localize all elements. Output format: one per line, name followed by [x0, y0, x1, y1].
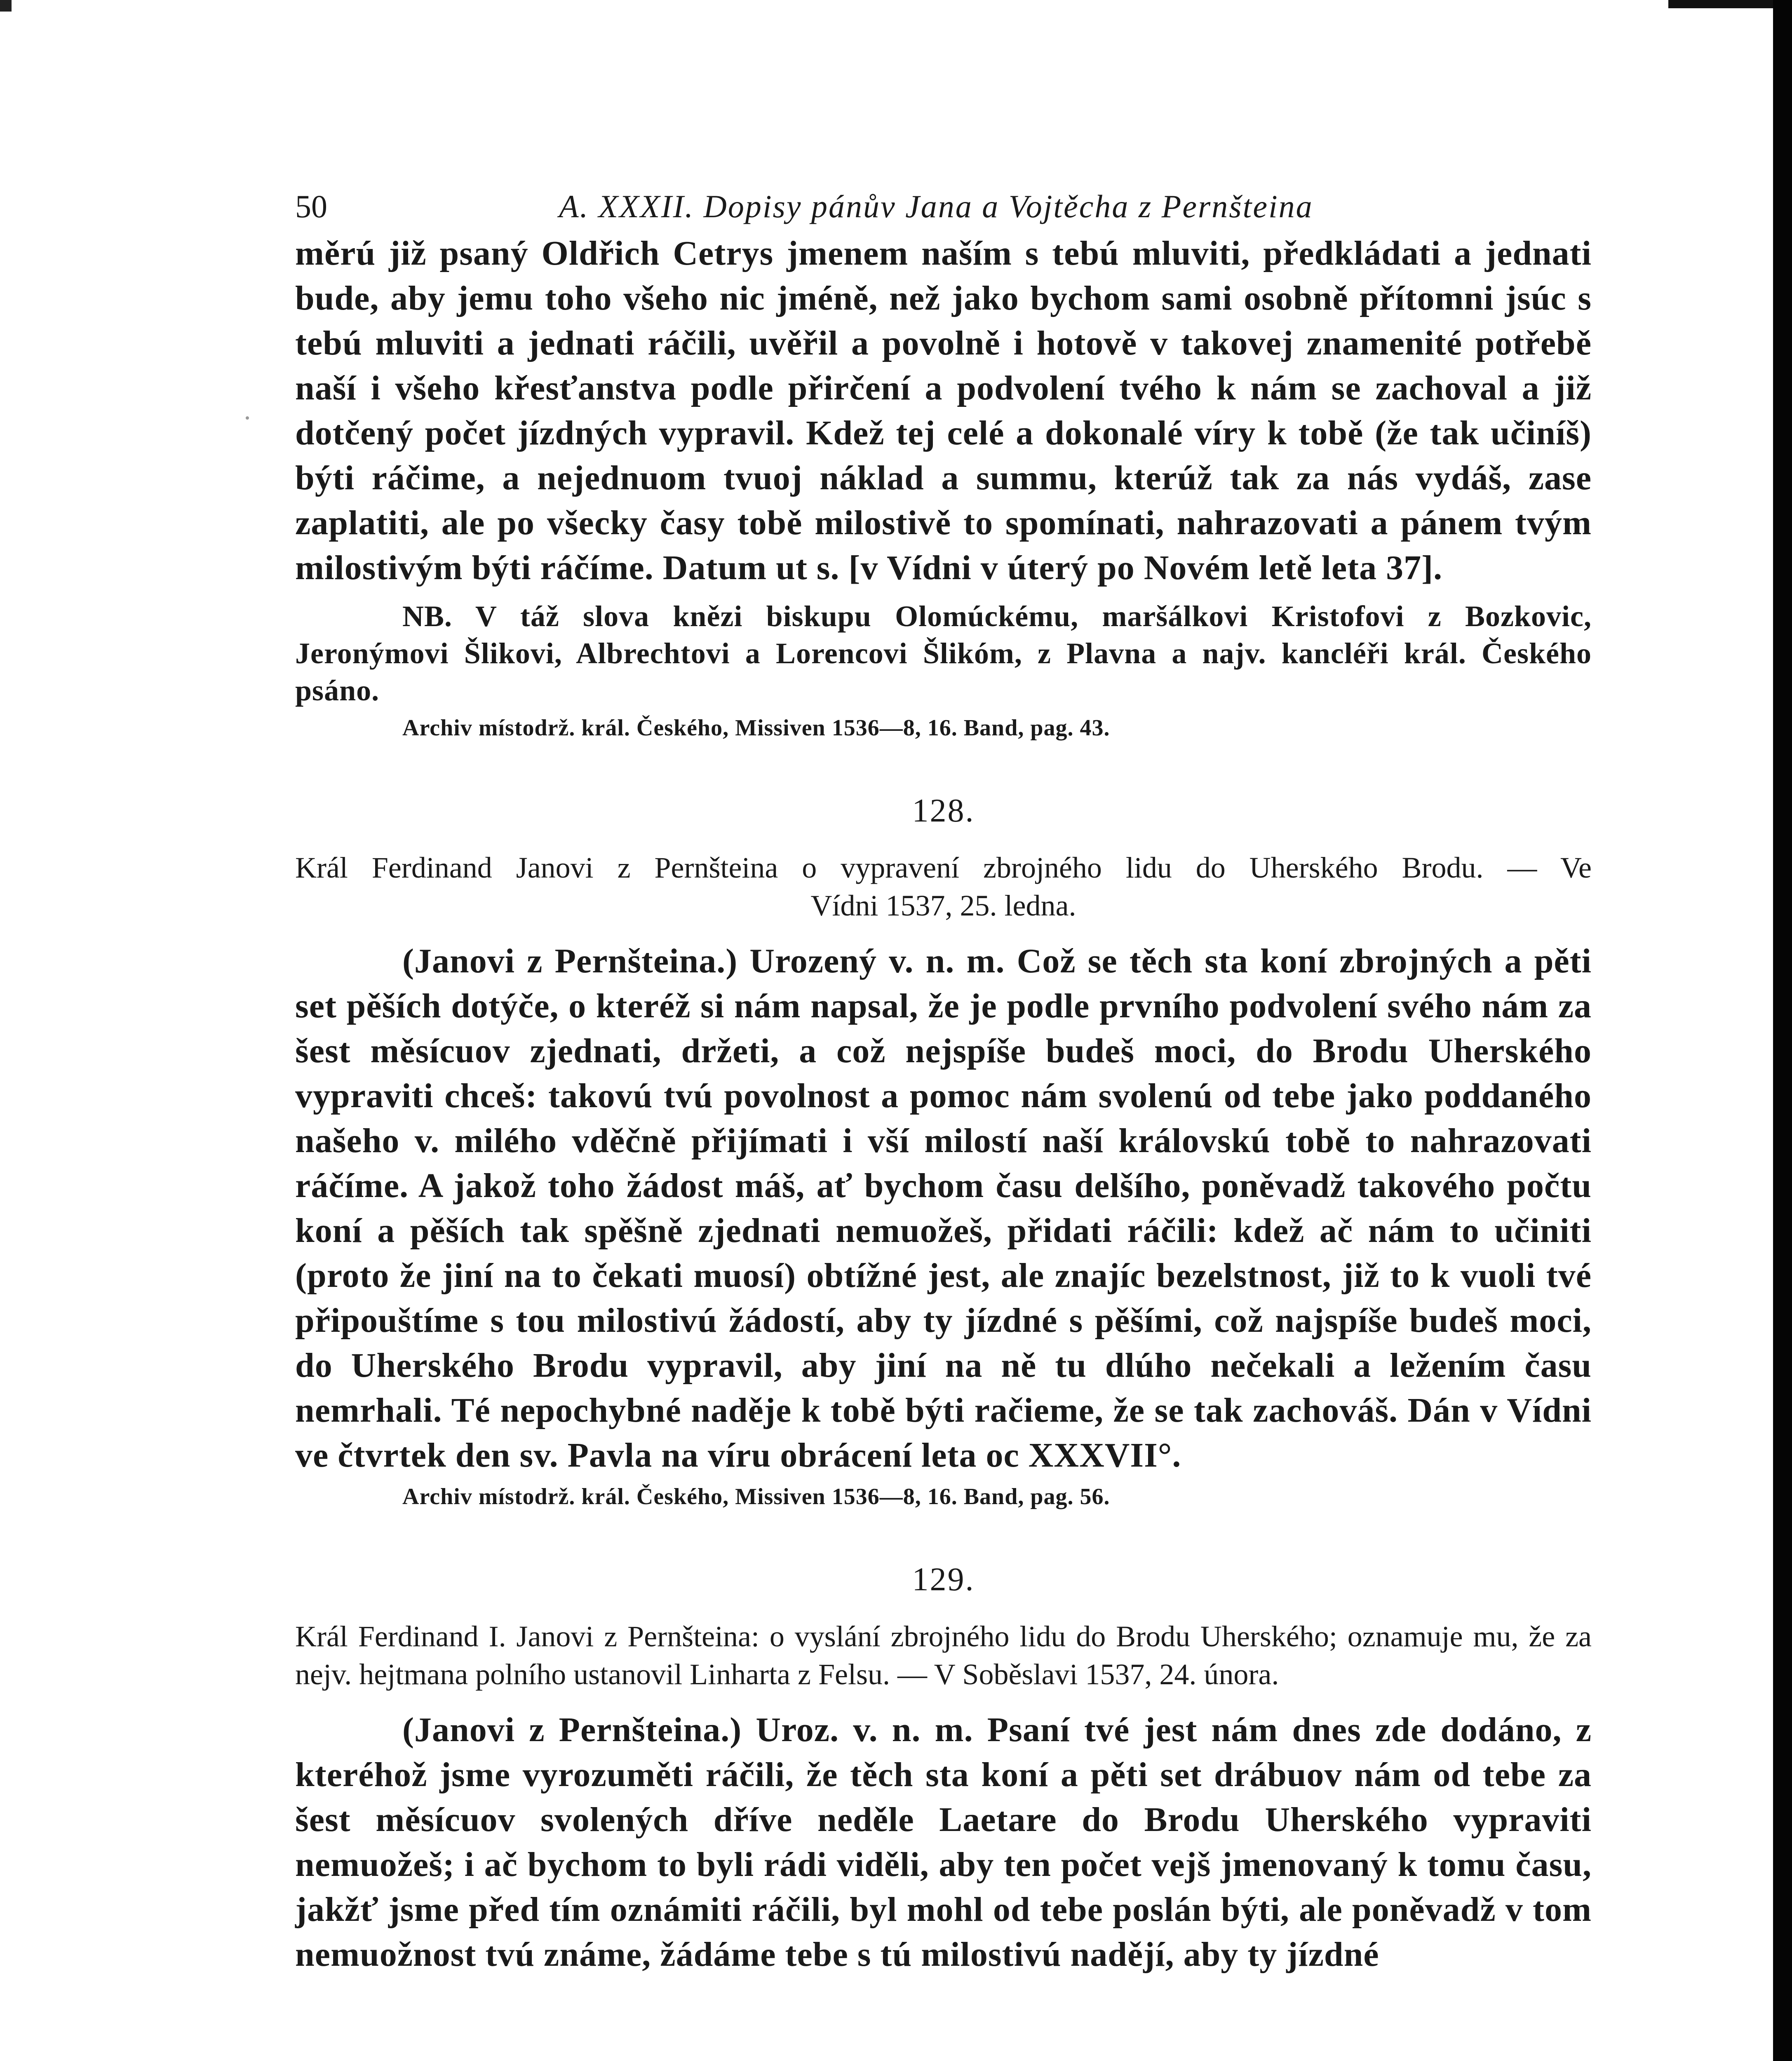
document-page: [295, 181, 1592, 1977]
document-number: 128.: [912, 793, 975, 829]
intro-paragraph: měrú již psaný Oldřich Cetrys jmenem naším s tebú mluviti, předkládati a jednati bude, aby jemu toho všeho nic jméně, než jako bychom sami osobně přítomni jsúc s tebú mluviti a jednati ráčili, uvěřil a povolně i hotově v takovej znamenité potřebě naší i všeho křesťanstva podle přirčení a podvolení tvého k nám se zachoval a již dotčený počet jízdných vypravil. Kdež tej celé a dokonalé víry k tobě (že tak učiníš) býti ráčime, a nejednuom tvuoj náklad a summu, kterúž tak za nás vydáš, zase zaplatiti, ale po všecky časy tobě milostivě to spomínati, nahrazovati a pánem tvým milostivým býti ráčíme. Datum ut s. [v Vídni v úterý po Novém letě leta 37].: [295, 234, 1592, 587]
document-summary: Král Ferdinand I. Janovi z Pernšteina: o vyslání zbrojného lidu do Brodu Uherského; oznamuje mu, že za nejv. hejtmana polního ustanovil Linharta z Felsu. — V Soběslavi 1537, 24. února.: [295, 1620, 1592, 1691]
summary-line: Král Ferdinand Janovi z Pernšteina o vypravení zbrojného lidu do Uherského Brodu. — Ve: [295, 851, 1592, 884]
summary-line: Vídni 1537, 25. ledna.: [810, 889, 1076, 922]
nb-note: NB. V táž slova knězi biskupu Olomúckému, maršálkovi Kristofovi z Bozkovic, Jeronýmovi Šlikovi, Albrechtovi a Lorencovi Šlikóm, z Plavna a najv. kancléři král. Českého psáno.: [295, 600, 1592, 707]
source-citation: Archiv místodrž. král. Českého, Missiven 1536—8, 16. Band, pag. 56.: [402, 1484, 1110, 1509]
document-body: (Janovi z Pernšteina.) Uroz. v. n. m. Psaní tvé jest nám dnes zde dodáno, z kteréhož jsme vyrozuměti ráčili, že těch sta koní a pěti set drábuov nám od tebe za šest měsícuov svolených dříve neděle Laetare do Brodu Uherského vypraviti nemuožeš; i ač bychom to byli rádi viděli, aby ten počet vejš jmenovaný k tomu času, jakžť jsme před tím oznámiti ráčili, byl mohl od tebe poslán býti, ale poněvadž v tom nemuožnost tvú známe, žádáme tebe s tú milostivú nadějí, aby ty jízdné: [295, 1711, 1592, 1974]
document-summary: [295, 849, 1592, 925]
running-title: A. XXXII. Dopisy pánův Jana a Vojtěcha z Pernšteina: [559, 188, 1313, 224]
running-head: [295, 181, 1592, 231]
scan-speck: [246, 416, 249, 420]
document-body: (Janovi z Pernšteina.) Urozený v. n. m. Což se těch sta koní zbrojných a pěti set pěších dotýče, o kteréž si nám napsal, že je podle prvního podvolení svého nám za šest měsícuov zjednati, držeti, a což nejspíše budeš moci, do Brodu Uherského vypraviti chceš: takovú tvú povolnost a pomoc nám svolenú od tebe jako poddaného našeho v. milého vděčně přijímati i vší milostí naší královskú tobě to nahrazovati ráčíme. A jakož toho žádost máš, ať bychom času delšího, poněvadž takového počtu koní a pěších tak spěšně zjednati nemuožeš, přidati ráčili: kdež ač nám to učiniti (proto že jiní na to čekati muosí) obtížné jest, ale znajíc bezelstnost, již to k vuoli tvé připouštíme s tou milostivú žádostí, aby ty jízdné s pěšími, což najspíše budeš moci, do Uherského Brodu vypravil, aby jiní na ně tu dlúho nečekali a ležením času nemrhali. Té nepochybné naděje k tobě býti račieme, že se tak zachováš. Dán v Vídni ve čtvrtek den sv. Pavla na víru obrácení leta oc XXXVII°.: [295, 942, 1592, 1474]
source-citation: Archiv místodrž. král. Českého, Missiven 1536—8, 16. Band, pag. 43.: [402, 715, 1110, 741]
scan-corner-shadow: [0, 0, 12, 12]
page-number: 50: [295, 188, 327, 224]
document-number: 129.: [912, 1561, 975, 1598]
scan-right-border: [1773, 0, 1792, 2061]
